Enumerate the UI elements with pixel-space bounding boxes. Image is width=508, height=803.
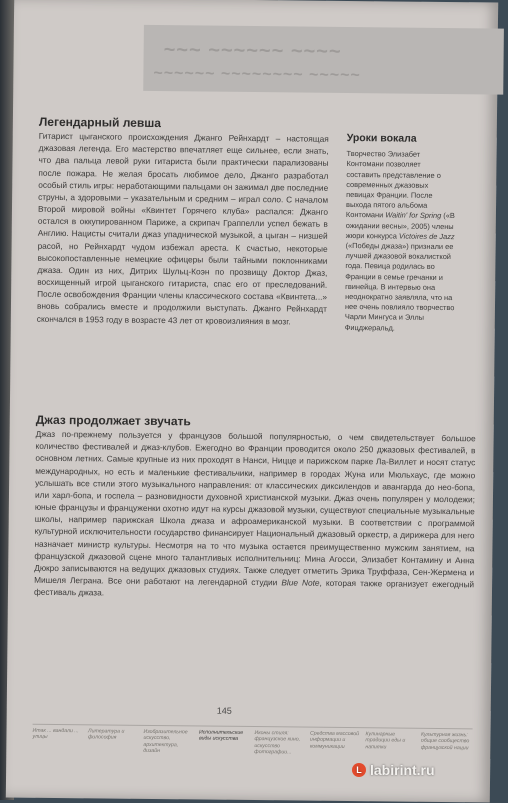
labirint-watermark [352, 762, 435, 778]
footer-item-3: Изобразительное искусство, архитектура, дизайн [143, 728, 188, 755]
footer-item-8: Культурная жизнь: общие сообщество французской нации [420, 731, 470, 752]
footer-item-1: Итак ... вандали ... улицы [32, 727, 79, 741]
footer-item-7: Кулинарные традиции еды и напитки [365, 731, 406, 751]
sidebar-text-before: Творчество Элизабет Контомани позволяет составить представление о современных джазовых певицах Франции. После выхода пятого альбома Контомани [345, 149, 441, 220]
sidebar-text-mid: («В ожидании весны», 2005) члены жюри конкурса [345, 211, 455, 241]
sidebar-title: Уроки вокала [346, 131, 417, 145]
section-1-text: Гитарист цыганского происхождения Джанго Рейнхардт – настоящая джазовая легенда. Его мастерство впечатляет еще сильнее, если знать, что два пальца левой руки гитариста были практически парализованы после пожара. Не желая бросать любимое дело, Джанго разработал особый стиль игры: неработающими пальцами он зажимал две последние струны, а здоровыми – указательным и средним – играл соло. С началом Второй мировой войны «Квинтет Горячего клуба» распался: Джанго остался в оккупированном Париже, а скрипач Граппелли успел бежать в Англию. Нацисты считали джаз упаднической музыкой, а цыган – низшей расой, но Рейнхардт чудом избежал ареста. К счастью, некоторые высокопоставленные немецкие офицеры были тайными поклонниками джаза. Один из них, Дитрих Шульц-Коэн по прозвищу Доктор Джаз, восхищенный игрой цыганского гитариста, спас его от преследований. После освобождения Франции члены классического состава «Квинтета...» вновь собрались вместе и продолжили выступать. Джанго Рейнхардт скончался в 1953 году в возрасте 43 лет от кровоизлияния в мозг. [36, 130, 329, 326]
watermark-text: labirint.ru [370, 762, 435, 778]
section-2-text-after: , которая также организует ежегодный фестиваль джаза. [33, 577, 475, 598]
footer-item-5: Иконы стиля: французское кино, искусство фотографии... [254, 730, 301, 756]
page-number: 145 [216, 705, 232, 716]
footer-item-2: Литература и философия [87, 728, 125, 742]
sidebar-text-after: («Победы джаза») признали ее лучшей джазовой вокалисткой года. Певица родилась во Франции в семье гречанки и гвинейца. В интервью она неоднократно заявляла, что на нее очень повлияло творчество Чарли Мингуса и Эллы Фицджеральд. [344, 241, 455, 333]
footer-item-4-current: Исполнительские виды искусства [198, 729, 244, 743]
book-page [6, 0, 498, 803]
section-2-text-before: Джаз по-прежнему пользуется у французов большой популярностью, о чем свидетельствует большое количество фестивалей и джаз-клубов. Ежегодно во Франции проводится около 250 джазовых фестивалей, в основном летних. Самые крупные из них проходят в Нанси, Ницце и парижском парке Ла-Виллет и носят статус международных, но есть и маленькие фестивальчики, например в городах Жуна или Мюльхаус, где можно услышать все стили этого музыкального направления: от классических диксилендов и авангарда до нео-бопа, или харл-бопа, и госпела – разновидности духовной христианской музыки. Джаз очень популярен у молодежи; юные французы и француженки охотно идут на курсы джазовой музыки, существуют специальные музыкальные школы, например парижская Школа джаза и афроамериканской музыки. В соответствии с программой культурной исключительности государство финансирует Национальный джазовый оркестр, а дирижера для него назначает министр культуры. Несмотря на то что музыка остается преимущественно мужским занятием, на французской джазовой сцене много талантливых исполнительниц: Мина Агосси, Элизабет Контамину и Анна Дюкро записываются на ведущих джазовых студиях. Также следует отметить Эрика Труффаза, Сен-Жермена и Мишеля Леграна. Все они работают на легендарной студии [34, 428, 476, 588]
section-2-title: Джаз продолжает звучать [35, 412, 191, 429]
sidebar [345, 133, 457, 334]
header-line-2: ~~~~~~ ~~~~~~~~ ~~~~~ [153, 64, 361, 85]
section-2-studio: Blue Note [281, 577, 320, 588]
labirint-logo-icon: L [352, 763, 366, 777]
section-1-title: Легендарный левша [38, 114, 162, 131]
header-line-1: ~~~ ~~~~~~ ~~~~ [163, 39, 342, 63]
sidebar-contest: Victoires de Jazz [398, 231, 455, 241]
main-column [37, 116, 329, 328]
footer-item-6: Средства массовой информации и коммуникации [309, 730, 360, 750]
sidebar-text [345, 149, 457, 334]
section-2-text [34, 428, 476, 603]
section-2 [34, 406, 476, 603]
sidebar-album: Waitin' for Spring [385, 210, 442, 221]
